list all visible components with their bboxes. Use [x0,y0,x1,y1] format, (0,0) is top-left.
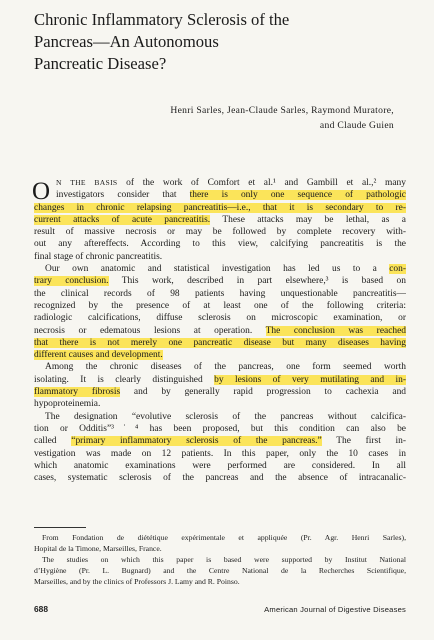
text-line [34,337,406,349]
text-line [34,374,406,386]
text-line: which anatomic examinations were performed are considered. In all [34,460,406,471]
text-line [34,386,406,398]
footnote-line: The studies on which this paper is based were supported by Institut National [42,555,406,564]
text-line: The designation “evolutive sclerosis of the pancreas without calcifica- [45,411,406,422]
highlighted-text: different causes and development. [34,350,163,361]
footnote-divider [34,527,86,528]
text-run: and by generally rapid progression to cachexia and [120,387,407,398]
text-line [34,214,406,226]
text-line [34,263,406,275]
text-line: the clinical records of 98 patients having unquestionable pancreatitis— [34,288,406,299]
text-line: Among the chronic diseases of the pancreas, one form seemed worth [45,362,406,373]
highlighted-text: flammatory fibrosis [34,387,121,398]
highlighted-text: changes in chronic relapsing pancreatitis—i.e., that it is secondary to re- [34,202,406,213]
text-run: This work, described in part elsewhere,³ is based on [108,276,406,287]
text-line: recognized by the presence of at least one of the following criteria: [34,300,406,311]
text-line: hypoproteinemia. [34,399,101,410]
text-run: Our own anatomic and statistical investigation has led us to a [45,264,390,275]
text-line: out any aftereffects. According to this view, calcifying pancreatitis is the [34,239,406,250]
text-line: cases, systematic sclerosis of the pancreas and the absence of intracanalic- [34,473,406,484]
article-title [34,9,414,75]
text-line [34,177,406,189]
small-caps-lead: N THE BASIS [56,178,118,187]
highlighted-text: “primary inflammatory sclerosis of the pancreas.” [71,436,322,447]
journal-name: American Journal of Digestive Diseases [264,605,406,614]
text-line: final stage of chronic pancreatitis. [34,251,163,262]
footnote-line: d’Hygiène (Pr. L. Bugnard) and the Centre National de la Recherches Scientifique, [34,566,406,575]
text-line: tion or Odditis”³˙⁴ has been proposed, but this condition can also be [34,423,406,434]
author-line: and Claude Guien [319,120,394,131]
text-line [34,349,406,361]
text-line: radiologic calcifications, diffuse sclerosis on microscopic examination, or [34,313,406,324]
text-run: The first in- [321,436,407,447]
text-line [34,189,406,201]
page-number: 688 [34,604,48,614]
author-line: Henri Sarles, Jean-Claude Sarles, Raymond Muratore, [170,105,394,116]
title-line: Pancreas—An Autonomous [34,32,219,51]
highlighted-text: that there is not merely one pancreatic disease but many diseases having [34,337,406,348]
text-line [34,435,406,447]
highlighted-text: The conclusion was reached [265,325,407,336]
footnote-line: Marseilles, and by the clinics of Professors J. Lamy and R. Poinso. [34,577,240,586]
text-line: vestigation was made on 12 patients. In this paper, only the 10 cases in [34,448,406,459]
author-list [170,103,394,133]
title-line: Chronic Inflammatory Sclerosis of the [34,10,290,29]
text-run: isolating. It is clearly distinguished [34,374,215,385]
footnote-line: Hopital de la Timone, Marseilles, France. [34,544,162,553]
highlighted-text: trary conclusion. [34,276,109,287]
footnote-line: From Fondation de diététique expérimentale et appliquée (Pr. Agr. Henri Sarles), [42,533,406,542]
text-line [34,325,406,337]
highlighted-text: con- [389,264,406,275]
highlighted-text: there is only one sequence of pathologic [189,190,406,201]
highlighted-text: by lesions of very mutilating and in- [214,374,406,385]
title-line: Pancreatic Disease? [34,54,167,73]
article-body [34,177,406,484]
text-line: result of massive necrosis or may be followed by complete recovery with- [34,227,406,238]
text-run: These attacks may be lethal, as a [210,214,406,225]
text-line [34,202,406,214]
highlighted-text: current attacks of acute pancreatitis. [34,214,211,225]
drop-cap: O [32,178,51,205]
text-run: investigators consider that [56,190,190,201]
text-run: of the work of Comfort et al.¹ and Gambill et al.,² many [117,178,406,188]
footnotes [34,532,406,587]
text-run: called [34,436,72,447]
text-run: necrosis or edematous lesions at operation. [34,325,266,336]
text-line [34,275,406,287]
